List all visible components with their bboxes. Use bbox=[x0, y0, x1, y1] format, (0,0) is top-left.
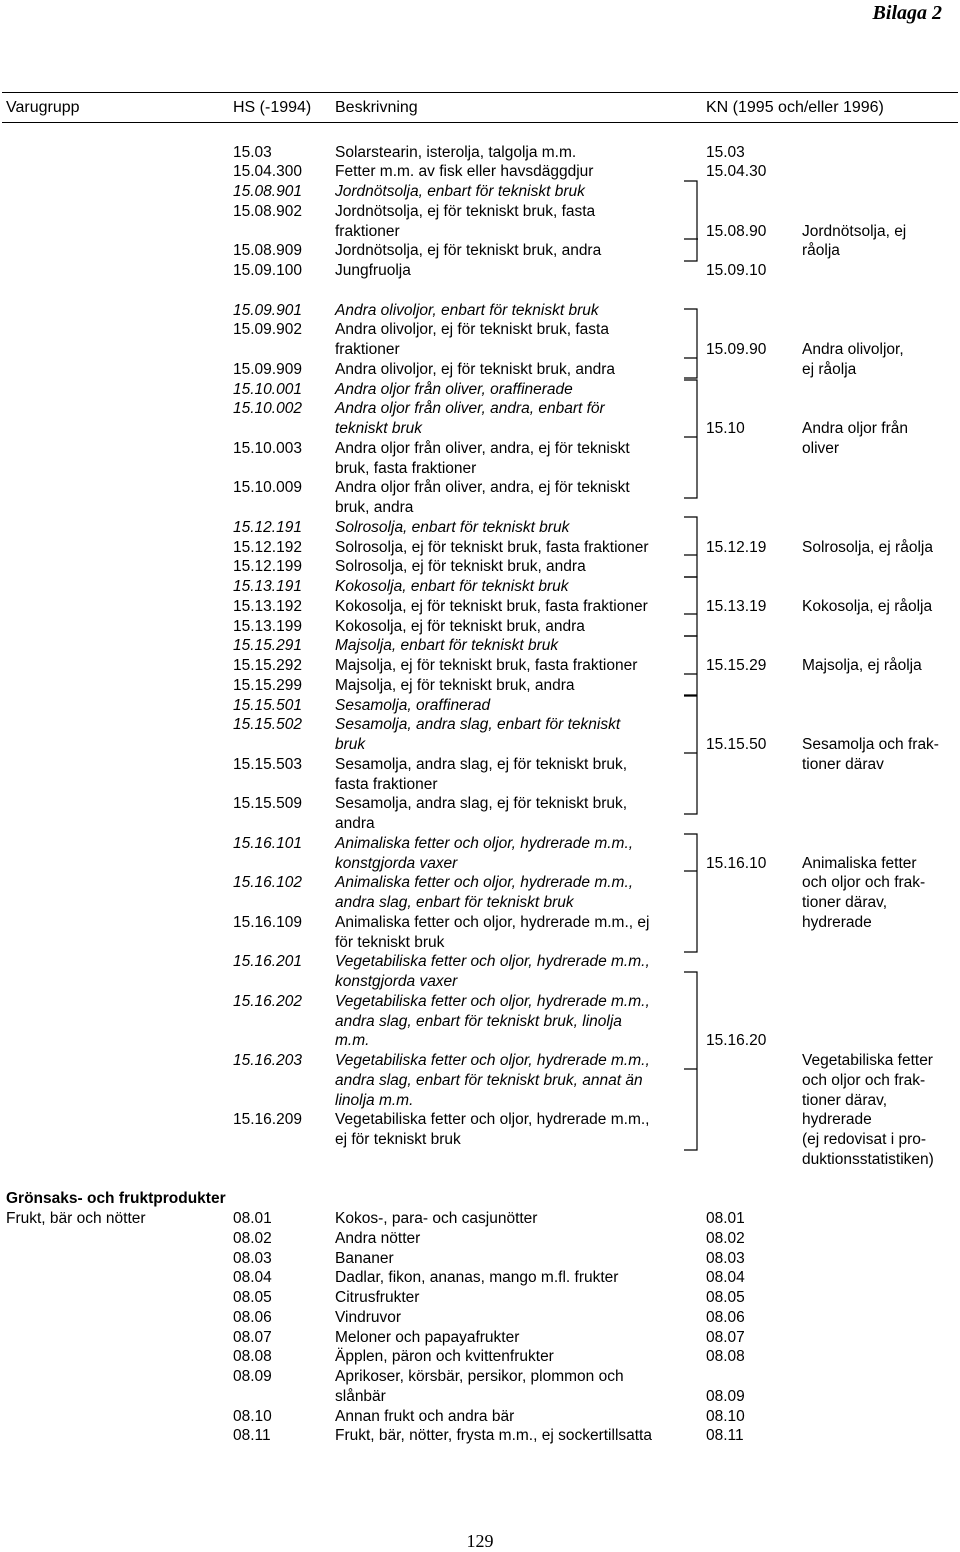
kn-code: 08.10 bbox=[706, 1407, 745, 1425]
bracket-solrosolja bbox=[684, 517, 697, 577]
description-line: konstgjorda vaxer bbox=[335, 854, 458, 872]
group-frukt: Frukt, bär och nötter bbox=[6, 1210, 146, 1227]
description-line: Vegetabiliska fetter och oljor, hydrerade m.m., bbox=[335, 1111, 650, 1129]
description-line: Jordnötsolja, enbart för tekniskt bruk bbox=[335, 183, 585, 200]
kn-description-line: tioner därav, bbox=[802, 894, 888, 911]
description-line: Kokosolja, ej för tekniskt bruk, andra bbox=[335, 617, 585, 635]
kn-code: 15.16.10 bbox=[706, 854, 767, 872]
description-line: Bananer bbox=[335, 1249, 394, 1267]
description-line: Vegetabiliska fetter och oljor, hydrerade m.m., bbox=[335, 1052, 650, 1069]
description-line: bruk bbox=[335, 736, 366, 753]
description-line: m.m. bbox=[335, 1032, 370, 1050]
hs-code: 15.16.109 bbox=[233, 913, 302, 931]
description-line: Sesamolja, andra slag, enbart för tekniskt bbox=[335, 716, 621, 734]
kn-code: 15.04.30 bbox=[706, 163, 767, 181]
kn-description-line: ej råolja bbox=[802, 360, 857, 378]
description-line: fraktioner bbox=[335, 222, 400, 240]
description-line: Kokos-, para- och casjunötter bbox=[335, 1210, 538, 1227]
column-header-beskrivning: Beskrivning bbox=[335, 99, 418, 116]
column-header-kn: KN (1995 och/eller 1996) bbox=[706, 99, 884, 116]
kn-code: 15.15.50 bbox=[706, 736, 767, 753]
description-line: Vindruvor bbox=[335, 1308, 402, 1326]
kn-code: 08.07 bbox=[706, 1328, 745, 1346]
hs-code: 15.12.191 bbox=[233, 518, 302, 536]
hs-code: 15.15.502 bbox=[233, 716, 302, 734]
description-line: Meloner och papayafrukter bbox=[335, 1328, 520, 1346]
hs-code: 08.10 bbox=[233, 1407, 272, 1425]
description-line: Andra oljor från oliver, oraffinerade bbox=[335, 380, 573, 398]
hs-code: 15.10.003 bbox=[233, 439, 302, 457]
description-line: Fetter m.m. av fisk eller havsdäggdjur bbox=[335, 163, 594, 181]
hs-code: 08.07 bbox=[233, 1328, 272, 1346]
description-line: Andra olivoljor, ej för tekniskt bruk, fasta bbox=[335, 321, 609, 339]
kn-description-line: och oljor och frak- bbox=[802, 1071, 926, 1089]
description-line: Frukt, bär, nötter, frysta m.m., ej sockertillsatta bbox=[335, 1427, 652, 1445]
hs-code: 08.04 bbox=[233, 1269, 272, 1287]
hs-code: 15.15.509 bbox=[233, 795, 302, 813]
description-line: ej för tekniskt bruk bbox=[335, 1131, 461, 1148]
kn-code: 08.06 bbox=[706, 1308, 745, 1326]
hs-code: 08.03 bbox=[233, 1249, 272, 1267]
kn-description-line: Sesamolja och frak- bbox=[802, 736, 939, 753]
description-line: Solrosolja, ej för tekniskt bruk, fasta fraktioner bbox=[335, 538, 649, 556]
description-line: tekniskt bruk bbox=[335, 420, 423, 437]
description-line: Jordnötsolja, ej för tekniskt bruk, fasta bbox=[335, 202, 596, 220]
description-line: Andra oljor från oliver, andra, enbart för bbox=[335, 400, 605, 418]
kn-code: 15.15.29 bbox=[706, 657, 767, 674]
kn-description-line: (ej redovisat i pro- bbox=[802, 1131, 927, 1148]
hs-code: 15.10.001 bbox=[233, 380, 302, 398]
hs-code: 15.13.192 bbox=[233, 597, 302, 615]
kn-code: 15.09.90 bbox=[706, 341, 767, 358]
description-line: Aprikoser, körsbär, persikor, plommon och bbox=[335, 1368, 624, 1385]
description-line: Solarstearin, isterolja, talgolja m.m. bbox=[335, 143, 577, 161]
description-line: fasta fraktioner bbox=[335, 775, 438, 793]
hs-code: 08.06 bbox=[233, 1308, 272, 1326]
hs-code: 08.09 bbox=[233, 1368, 272, 1385]
description-line: Dadlar, fikon, ananas, mango m.fl. frukter bbox=[335, 1269, 619, 1287]
description-line: Animaliska fetter och oljor, hydrerade m.m., ej bbox=[335, 913, 650, 931]
description-line: slånbär bbox=[335, 1387, 386, 1405]
description-line: fraktioner bbox=[335, 341, 400, 358]
kn-code: 08.04 bbox=[706, 1269, 745, 1287]
kn-code: 15.03 bbox=[706, 143, 745, 161]
kn-code: 08.05 bbox=[706, 1289, 745, 1306]
section-heading-gronsaker: Grönsaks- och fruktprodukter bbox=[6, 1190, 226, 1207]
column-header-varugrupp: Varugrupp bbox=[6, 99, 80, 116]
description-line: Kokosolja, ej för tekniskt bruk, fasta fraktioner bbox=[335, 597, 648, 615]
hs-code: 08.01 bbox=[233, 1210, 272, 1227]
hs-code: 15.09.901 bbox=[233, 301, 302, 319]
kn-description-line: duktionsstatistiken) bbox=[802, 1150, 934, 1168]
hs-code: 15.16.201 bbox=[233, 953, 302, 971]
description-line: Sesamolja, oraffinerad bbox=[335, 696, 491, 714]
description-line: bruk, fasta fraktioner bbox=[335, 459, 477, 477]
description-line: Vegetabiliska fetter och oljor, hydrerade m.m., bbox=[335, 992, 650, 1010]
kn-code: 08.08 bbox=[706, 1348, 745, 1366]
hs-code: 15.15.503 bbox=[233, 755, 302, 773]
description-line: konstgjorda vaxer bbox=[335, 973, 458, 990]
kn-code: 15.09.10 bbox=[706, 262, 767, 279]
description-line: Andra oljor från oliver, andra, ej för tekniskt bbox=[335, 439, 630, 457]
bracket-olivoljor bbox=[684, 309, 697, 378]
description-line: bruk, andra bbox=[335, 499, 414, 516]
description-line: Majsolja, ej för tekniskt bruk, andra bbox=[335, 676, 575, 694]
hs-code: 15.08.909 bbox=[233, 242, 302, 260]
kn-description-line: hydrerade bbox=[802, 913, 872, 931]
kn-description-line: Animaliska fetter bbox=[802, 854, 917, 872]
description-line: Kokosolja, enbart för tekniskt bruk bbox=[335, 578, 569, 595]
description-line: Jordnötsolja, ej för tekniskt bruk, andra bbox=[335, 242, 602, 260]
kn-description-line: Majsolja, ej råolja bbox=[802, 657, 922, 674]
kn-code: 15.08.90 bbox=[706, 222, 767, 240]
description-line: andra slag, enbart för tekniskt bruk bbox=[335, 894, 574, 911]
kn-code: 08.01 bbox=[706, 1210, 745, 1227]
hs-code: 15.09.909 bbox=[233, 360, 302, 378]
kn-description-line: hydrerade bbox=[802, 1111, 872, 1129]
bracket-animaliska bbox=[684, 834, 697, 952]
kn-description-line: oliver bbox=[802, 439, 840, 457]
kn-code: 08.11 bbox=[706, 1427, 744, 1445]
kn-code: 15.16.20 bbox=[706, 1032, 767, 1050]
hs-code: 15.16.101 bbox=[233, 834, 302, 852]
hs-code: 15.16.202 bbox=[233, 992, 302, 1010]
kn-description-line: tioner därav, bbox=[802, 1091, 888, 1109]
hs-code: 15.15.292 bbox=[233, 657, 302, 674]
description-line: linolja m.m. bbox=[335, 1091, 414, 1109]
kn-code: 15.13.19 bbox=[706, 597, 767, 615]
kn-code: 08.02 bbox=[706, 1229, 745, 1247]
description-line: Citrusfrukter bbox=[335, 1289, 420, 1306]
hs-code: 15.13.199 bbox=[233, 617, 302, 635]
hs-code: 15.08.902 bbox=[233, 202, 302, 220]
description-line: Solrosolja, ej för tekniskt bruk, andra bbox=[335, 558, 586, 576]
description-line: Andra olivoljor, enbart för tekniskt bruk bbox=[335, 301, 599, 319]
kn-code: 08.09 bbox=[706, 1387, 745, 1405]
kn-description-line: Vegetabiliska fetter bbox=[802, 1052, 933, 1069]
kn-description-line: Jordnötsolja, ej bbox=[802, 222, 907, 240]
hs-code: 15.10.002 bbox=[233, 400, 302, 418]
description-line: Animaliska fetter och oljor, hydrerade m.m., bbox=[335, 874, 634, 892]
hs-code: 15.04.300 bbox=[233, 163, 302, 181]
description-line: andra bbox=[335, 815, 375, 832]
hs-code: 08.08 bbox=[233, 1348, 272, 1366]
description-line: Majsolja, ej för tekniskt bruk, fasta fraktioner bbox=[335, 657, 638, 674]
hs-code: 08.05 bbox=[233, 1289, 272, 1306]
description-line: Vegetabiliska fetter och oljor, hydrerade m.m., bbox=[335, 953, 650, 971]
hs-code: 15.03 bbox=[233, 143, 272, 161]
description-line: Annan frukt och andra bär bbox=[335, 1407, 515, 1425]
description-line: Jungfruolja bbox=[335, 262, 411, 279]
kn-description-line: Andra olivoljor, bbox=[802, 341, 904, 358]
kn-code: 08.03 bbox=[706, 1249, 745, 1267]
description-line: andra slag, enbart för tekniskt bruk, linolja bbox=[335, 1012, 622, 1030]
hs-code: 08.02 bbox=[233, 1229, 272, 1247]
description-line: Majsolja, enbart för tekniskt bruk bbox=[335, 637, 559, 655]
appendix-label: Bilaga 2 bbox=[872, 2, 942, 24]
hs-code: 15.12.199 bbox=[233, 558, 302, 576]
description-line: Sesamolja, andra slag, ej för tekniskt bruk, bbox=[335, 755, 628, 773]
description-line: Sesamolja, andra slag, ej för tekniskt bruk, bbox=[335, 795, 628, 813]
kn-description-line: och oljor och frak- bbox=[802, 874, 926, 892]
description-line: andra slag, enbart för tekniskt bruk, annat än bbox=[335, 1071, 643, 1089]
kn-description-line: tioner därav bbox=[802, 755, 884, 773]
kn-description-line: Kokosolja, ej råolja bbox=[802, 597, 933, 615]
description-line: Andra oljor från oliver, andra, ej för tekniskt bbox=[335, 479, 630, 497]
hs-code: 15.09.902 bbox=[233, 321, 302, 339]
hs-code: 15.16.209 bbox=[233, 1111, 302, 1129]
bracket-sesamolja bbox=[684, 696, 697, 814]
hs-code: 15.10.009 bbox=[233, 479, 302, 497]
bracket-vegetabiliska bbox=[684, 972, 697, 1150]
hs-code: 15.16.203 bbox=[233, 1052, 302, 1069]
bracket-kokosolja bbox=[684, 577, 697, 636]
bracket-majsolja bbox=[684, 636, 697, 695]
hs-code: 15.16.102 bbox=[233, 874, 302, 892]
description-line: Solrosolja, enbart för tekniskt bruk bbox=[335, 518, 570, 536]
kn-description-line: Solrosolja, ej råolja bbox=[802, 538, 933, 556]
hs-code: 08.11 bbox=[233, 1427, 271, 1445]
kn-code: 15.10 bbox=[706, 420, 745, 437]
hs-code: 15.12.192 bbox=[233, 538, 302, 556]
kn-description-line: råolja bbox=[802, 242, 840, 260]
page-number: 129 bbox=[466, 1531, 494, 1551]
description-line: Andra olivoljor, ej för tekniskt bruk, andra bbox=[335, 360, 615, 378]
hs-code: 15.15.299 bbox=[233, 676, 302, 694]
hs-code: 15.09.100 bbox=[233, 262, 302, 279]
bracket-oljor-fran-oliver bbox=[684, 380, 697, 498]
description-line: för tekniskt bruk bbox=[335, 933, 445, 951]
hs-code: 15.08.901 bbox=[233, 183, 302, 200]
kn-code: 15.12.19 bbox=[706, 538, 767, 556]
hs-code: 15.13.191 bbox=[233, 578, 302, 595]
description-line: Äpplen, päron och kvittenfrukter bbox=[335, 1348, 554, 1366]
bracket-jordnotsolja bbox=[684, 181, 698, 261]
kn-description-line: Andra oljor från bbox=[802, 420, 908, 437]
hs-code: 15.15.501 bbox=[233, 696, 302, 714]
column-header-hs: HS (-1994) bbox=[233, 99, 312, 116]
description-line: Animaliska fetter och oljor, hydrerade m.m., bbox=[335, 834, 634, 852]
hs-code: 15.15.291 bbox=[233, 637, 302, 655]
description-line: Andra nötter bbox=[335, 1229, 421, 1247]
